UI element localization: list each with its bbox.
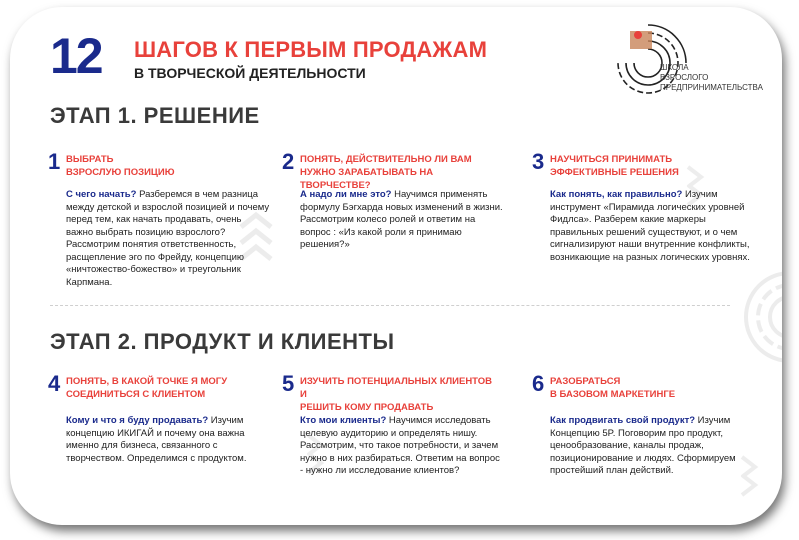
step-heading: НАУЧИТЬСЯ ПРИНИМАТЬ ЭФФЕКТИВНЫЕ РЕШЕНИЯ (550, 154, 679, 178)
step-heading: РАЗОБРАТЬСЯ В БАЗОВОМ МАРКЕТИНГЕ (550, 376, 676, 400)
step-heading: ПОНЯТЬ, ДЕЙСТВИТЕЛЬНО ЛИ ВАМ НУЖНО ЗАРАБАТЫВАТЬ НА ТВОРЧЕСТВЕ? (300, 154, 472, 191)
infographic-card (10, 7, 782, 525)
step-body: Кому и что я буду продавать? Изучим концепцию ИКИГАЙ и почему она важна именно для бизнеса, связанного с творчеством. Определимся с продуктом. (66, 415, 247, 464)
step-body: С чего начать? Разберемся в чем разница между детской и взрослой позицией и почему перед тем, как начать продавать, очень важно выбрать позицию взрослого? Рассмотрим понятия ответственность, расщепление эго по Фрейду, концепцию «ничтожество-божество» и треугольник Карпмана. (66, 189, 270, 288)
divider (50, 305, 730, 306)
step-heading: ВЫБРАТЬ ВЗРОСЛУЮ ПОЗИЦИЮ (66, 154, 175, 178)
step-body: Кто мои клиенты? Научимся исследовать целевую аудиторию и определять нишу. Рассмотрим, что такое потребности, и зачем нужно в них разбираться. Ответим на вопрос - нужно ли исследование клиентов? (300, 415, 500, 476)
step-number: 4 (48, 371, 61, 396)
decorative-arcs (700, 257, 782, 367)
stage-2-title: ЭТАП 2. ПРОДУКТ И КЛИЕНТЫ (50, 329, 395, 354)
page-subtitle: В ТВОРЧЕСКОЙ ДЕЯТЕЛЬНОСТИ (134, 65, 366, 81)
step-number: 6 (532, 371, 545, 396)
step-heading: ИЗУЧИТЬ ПОТЕНЦИАЛЬНЫХ КЛИЕНТОВ И РЕШИТЬ КОМУ ПРОДАВАТЬ (300, 376, 492, 413)
step-number: 3 (532, 149, 545, 174)
step-body: А надо ли мне это? Научимся применять формулу Бэгхарда новых изменений в жизни. Рассмотрим колесо ролей и ответим на вопрос : «Из какой роли я принимаю решения?» (300, 189, 503, 250)
page-title: ШАГОВ К ПЕРВЫМ ПРОДАЖАМ (134, 37, 488, 62)
logo-text: ШКОЛА ВЗРОСЛОГО ПРЕДПРИНИМАТЕЛЬСТВА (660, 63, 763, 92)
stage-1-title: ЭТАП 1. РЕШЕНИЕ (50, 103, 260, 128)
step-number: 1 (48, 149, 61, 174)
step-body: Как понять, как правильно? Изучим инструмент «Пирамида логических уровней Фидлса». Разберем какие маркеры правильных решений существуют, и о чем сигнализируют наши внутренние конфликты, возникающие на разных логических уровнях. (550, 189, 750, 263)
step-body: Как продвигать свой продукт? Изучим Концепцию 5P. Поговорим про продукт, ценообразование, каналы продаж, позиционирование и людях. Сформируем простейший план действий. (550, 415, 736, 476)
step-number: 2 (282, 149, 295, 174)
steps-count: 12 (50, 28, 102, 84)
step-number: 5 (282, 371, 295, 396)
step-heading: ПОНЯТЬ, В КАКОЙ ТОЧКЕ Я МОГУ СОЕДИНИТЬСЯ С КЛИЕНТОМ (66, 376, 228, 400)
